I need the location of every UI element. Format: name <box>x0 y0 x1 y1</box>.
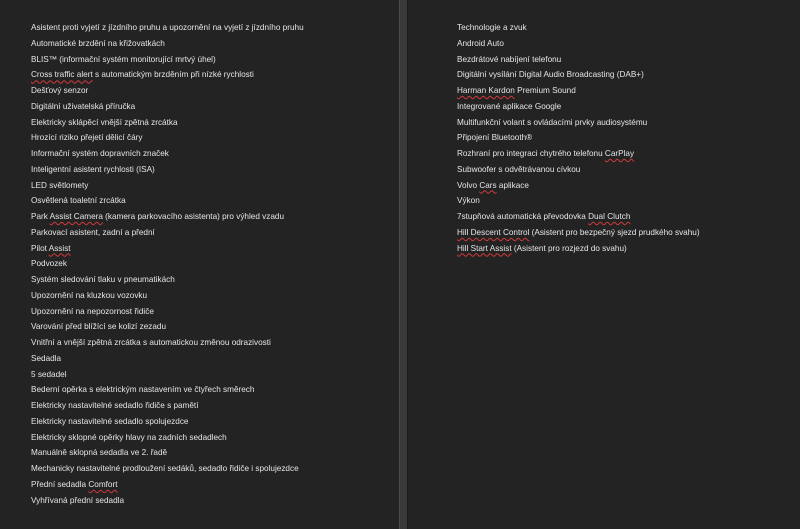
list-item: Mechanicky nastavitelné prodloužení sedáků, sedadlo řidiče i spolujezdce <box>31 464 299 473</box>
list-item: Technologie a zvuk <box>457 23 527 32</box>
list-item: Elektricky nastavitelné sedadlo řidiče s pamětí <box>31 401 199 410</box>
equipment-list-left <box>31 20 304 508</box>
list-item: Subwoofer s odvětrávanou cívkou <box>457 164 581 174</box>
spellcheck-underline: CarPlay <box>604 149 635 158</box>
spellcheck-underline: Cross traffic alert <box>31 70 93 80</box>
list-item: Automatické brzdění na křižovatkách <box>31 38 165 48</box>
list-item: Varování před blížící se kolizí zezadu <box>31 322 167 332</box>
list-item: Inteligentní asistent rychlosti (ISA) <box>31 164 155 174</box>
list-item: Hill Start Assist (Asistent pro rozjezd do svahu) <box>457 243 627 253</box>
spellcheck-underline: Hill Descent Control <box>457 227 530 237</box>
list-item: Podvozek <box>31 259 67 269</box>
list-item: Hill Descent Control (Asistent pro bezpečný sjezd prudkého svahu) <box>457 227 700 237</box>
list-item: Park Assist Camera (kamera parkovacího asistenta) pro výhled vzadu <box>31 212 285 221</box>
list-item: Dešťový senzor <box>31 86 89 95</box>
spellcheck-underline: Assist <box>48 243 71 253</box>
list-item: Upozornění na kluzkou vozovku <box>31 290 148 300</box>
list-item: Android Auto <box>457 38 504 48</box>
list-item: Bederní opěrka s elektrickým nastavením ve čtyřech směrech <box>31 385 255 395</box>
list-item: Harman Kardon Premium Sound <box>457 86 576 95</box>
list-item: Volvo Cars aplikace <box>457 180 529 190</box>
list-item: Elektricky sklápěcí vnější zpětná zrcátka <box>31 117 178 127</box>
spellcheck-underline: Hill Start Assist <box>457 243 512 253</box>
list-item: Osvětlená toaletní zrcátka <box>31 196 126 206</box>
list-item: Vyhřívaná přední sedadla <box>31 495 125 505</box>
list-item: Pilot Assist <box>31 243 71 253</box>
spellcheck-underline: Cars <box>479 180 497 190</box>
list-item: Elektricky sklopné opěrky hlavy na zadních sedadlech <box>31 432 227 442</box>
spellcheck-underline: Comfort <box>88 479 118 489</box>
list-item: Parkovací asistent, zadní a přední <box>31 227 155 237</box>
list-item: Systém sledování tlaku v pneumatikách <box>31 275 175 284</box>
page-gutter <box>399 0 408 529</box>
list-item: Cross traffic alert s automatickým brzděním při nízké rychlosti <box>31 70 254 80</box>
list-item: Bezdrátové nabíjení telefonu <box>457 54 562 64</box>
list-item: Digitální vysílání Digital Audio Broadcasting (DAB+) <box>457 70 644 80</box>
list-item: Vnitřní a vnější zpětná zrcátka s automatickou změnou odrazivosti <box>31 338 271 347</box>
list-item: Připojení Bluetooth® <box>457 133 533 143</box>
list-item: Výkon <box>457 196 480 206</box>
spellcheck-underline: Dual Clutch <box>588 212 631 221</box>
document-page-right <box>408 0 800 529</box>
list-item: Digitální uživatelská příručka <box>31 101 136 111</box>
list-item: Integrované aplikace Google <box>457 101 562 111</box>
list-item: BLIS™ (informační systém monitorující mrtvý úhel) <box>31 54 216 64</box>
list-item: Přední sedadla Comfort <box>31 479 118 489</box>
list-item: Elektricky nastavitelné sedadlo spolujezdce <box>31 416 189 426</box>
list-item: Asistent proti vyjetí z jízdního pruhu a upozornění na vyjetí z jízdního pruhu <box>31 23 304 32</box>
list-item: Sedadla <box>31 353 62 363</box>
list-item: LED světlomety <box>31 180 89 190</box>
list-item: Multifunkční volant s ovládacími prvky audiosystému <box>457 117 648 127</box>
list-item: 7stupňová automatická převodovka Dual Clutch <box>457 212 631 221</box>
list-item: Informační systém dopravních značek <box>31 149 169 158</box>
list-item: Manuálně sklopná sedadla ve 2. řadě <box>31 448 168 458</box>
list-item: Hrozící riziko přejetí dělicí čáry <box>31 133 143 143</box>
spellcheck-underline: Harman Kardon <box>457 86 515 95</box>
spellcheck-underline: Assist Camera <box>49 212 103 221</box>
list-item: 5 sedadel <box>31 369 67 379</box>
list-item: Rozhraní pro integraci chytrého telefonu CarPlay <box>457 149 635 158</box>
equipment-list-right <box>457 20 700 256</box>
list-item: Upozornění na nepozornost řidiče <box>31 306 154 316</box>
document-page-left <box>0 0 399 529</box>
